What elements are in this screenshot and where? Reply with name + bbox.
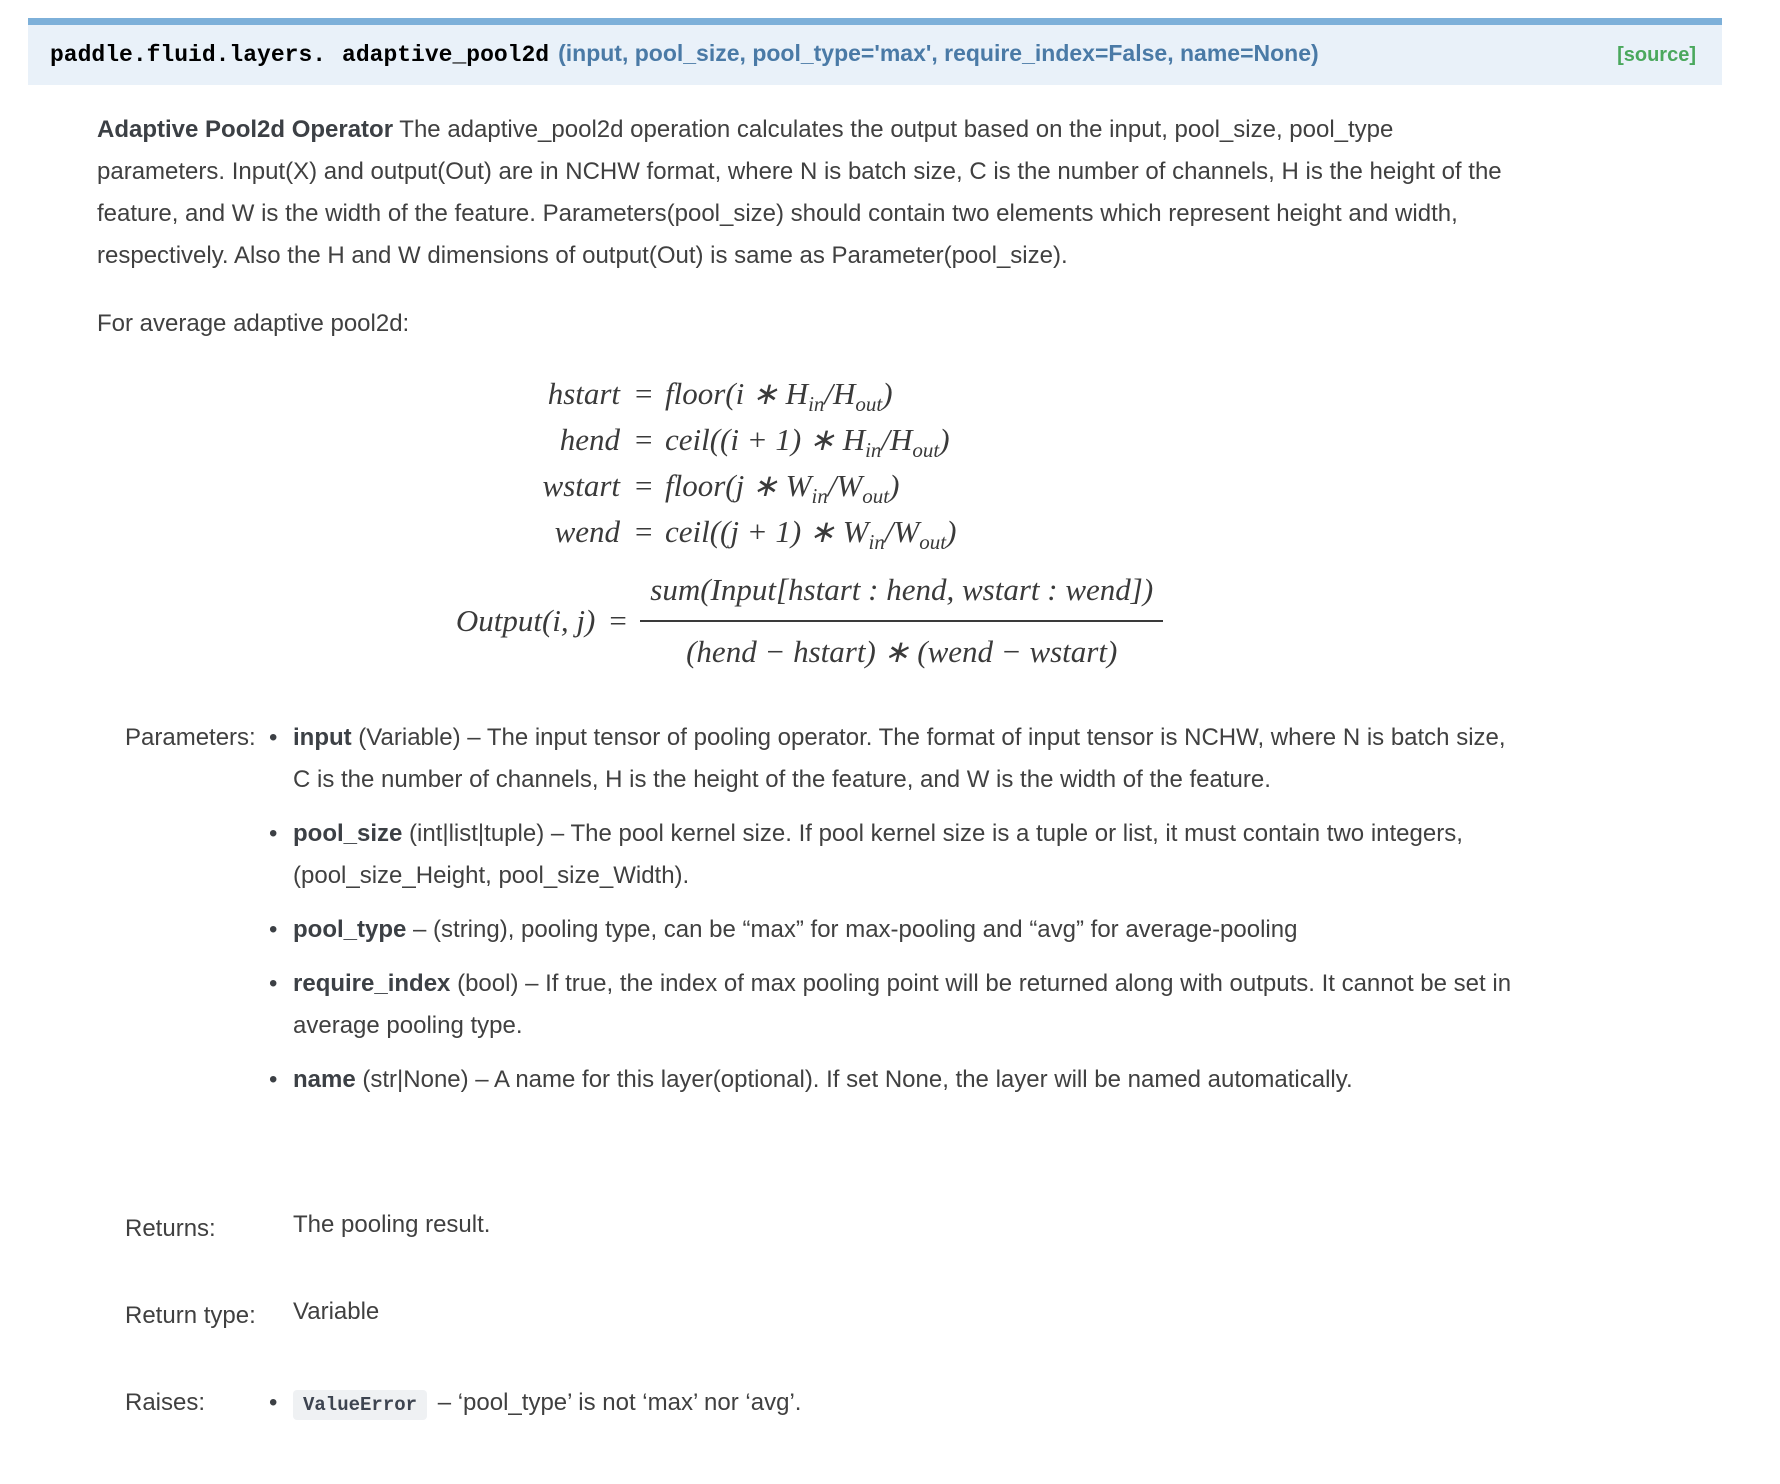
module-path: paddle.fluid.layers. [50,42,327,68]
field-list [97,717,1522,1438]
raises-row [97,1382,1522,1438]
param-item-name: • name (str|None) – A name for this layer(optional). If set None, the layer will be named automatically. [293,1059,1522,1101]
equation-wend: wend = ceil((j + 1) ∗ $W_{in}/W_{out}$) [554,514,957,555]
fraction-numerator: sum(Input[hstart : hend, wstart : wend]) [650,572,1154,607]
returns-label: Returns: [125,1215,216,1242]
raises-label: Raises: [125,1389,206,1416]
equation-output: Output(i, j) = $\frac{\text{sum(Input[hstart : hend, wstart : wend])}}{\text{(hend − hstart) ∗ (wend − wstart)}}$ [97,567,1522,675]
param-item-input: • input (Variable) – The input tensor of pooling operator. The format of input tensor is NCHW, where N is batch size, C is the number of channels, H is the height of the feature, and W is the width of the feature. [293,717,1522,801]
fraction-denominator: (hend − hstart) ∗ (wend − wstart) [640,620,1163,675]
doc-content [97,109,1522,1438]
parameters-row [97,717,1522,1113]
exception-code-chip: ValueError [293,1390,427,1420]
param-item-require-index: • require_index (bool) – If true, the index of max pooling point will be returned along with outputs. It cannot be set in average pooling type. [293,963,1522,1047]
param-item-pool-size: • pool_size (int|list|tuple) – The pool kernel size. If pool kernel size is a tuple or list, it must contain two integers, (pool_size_Height, pool_size_Width). [293,813,1522,897]
fraction [640,567,1163,675]
description-paragraph [97,109,1522,277]
equation-wstart: wstart = floor(j ∗ $W_{in}/W_{out}$) [542,468,900,509]
operator-title: Adaptive Pool2d Operator [97,116,394,143]
param-item-pool-type: • pool_type – (string), pooling type, can be “max” for max-pooling and “avg” for average-pooling [293,909,1522,951]
raises-list [293,1382,1522,1426]
equation-hstart: hstart = floor(i ∗ $H_{in}/H_{out}$) [547,376,893,417]
returns-row [97,1208,1522,1250]
equation-hend: hend = ceil((i + 1) ∗ $H_{in}/H_{out}$) [559,422,950,463]
signature-params: (input, pool_size, pool_type='max', require_index=False, name=None) [558,40,1319,66]
return-type-row [97,1295,1522,1337]
function-signature-header [28,18,1722,85]
equation-block [97,371,1522,675]
return-type-label: Return type: [125,1302,256,1329]
parameters-list [293,717,1522,1101]
api-doc-page [0,18,1780,1438]
returns-value: The pooling result. [293,1211,491,1238]
function-name: adaptive_pool2d [342,42,550,68]
avg-pool-intro: For average adaptive pool2d: [97,310,410,337]
description-text: The adaptive_pool2d operation calculates the output based on the input, pool_size, pool_type parameters. Input(X) and output(Out) are in NCHW format, where N is batch size, C is the number of channels, H is the height of the feature, and W is the width of the feature. Parameters(pool_size) should contain two elements which represent height and width, respectively. Also the H and W dimensions of output(Out) is same as Parameter(pool_size). [97,116,1502,269]
source-link[interactable]: [source] [1617,44,1696,66]
return-type-value: Variable [293,1298,380,1325]
aligned-equations [543,371,957,555]
raises-item-valueerror: • ValueError – ‘pool_type’ is not ‘max’ nor ‘avg’. [293,1382,1522,1426]
parameters-label: Parameters: [125,724,256,751]
